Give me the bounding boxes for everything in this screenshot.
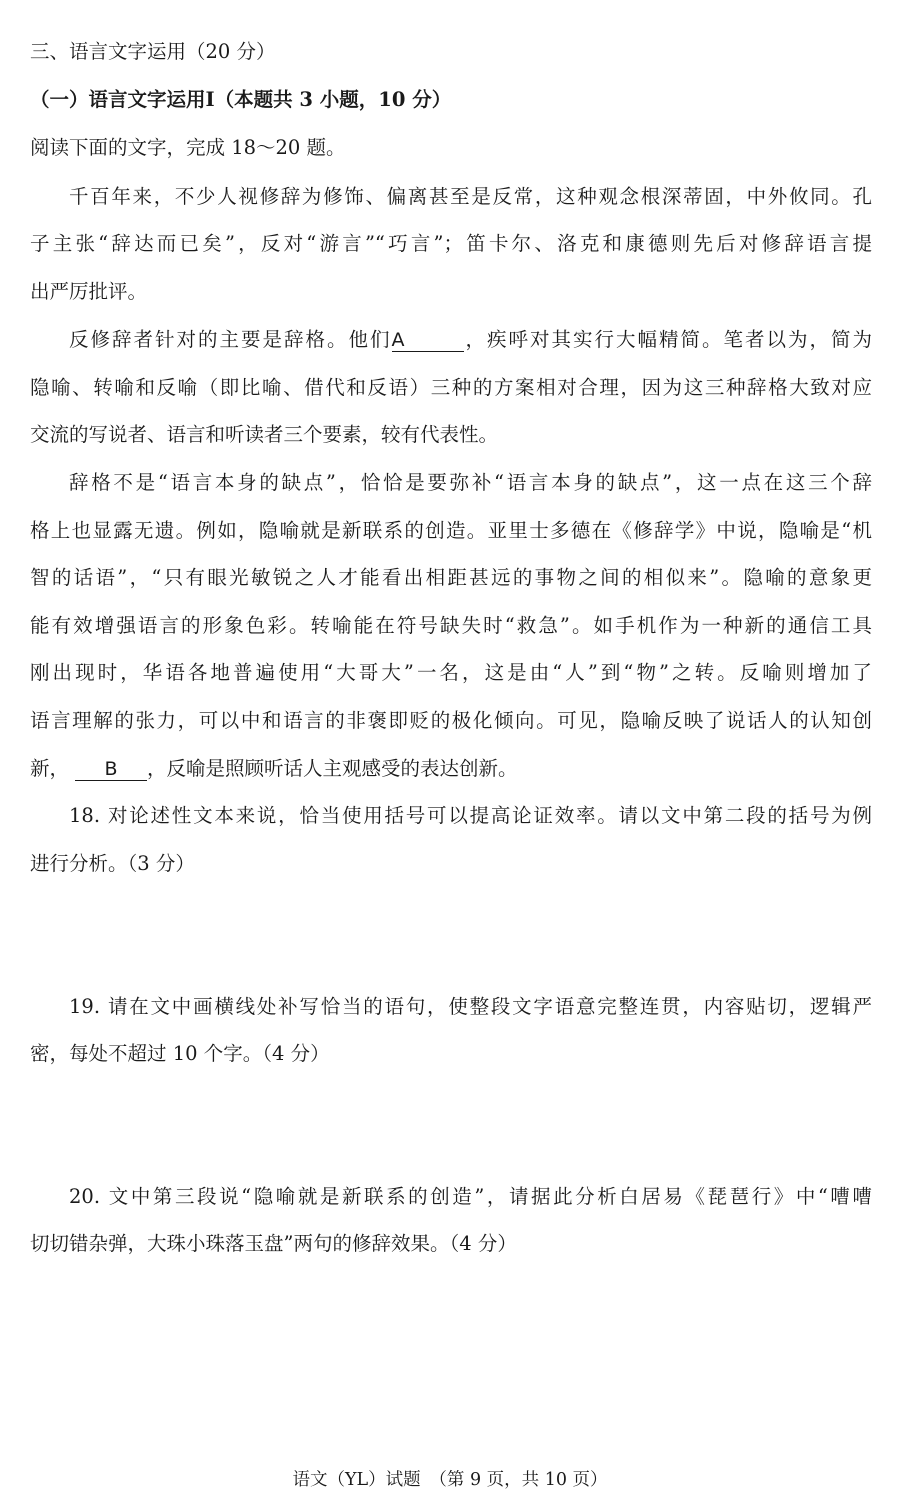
p1-line-3: 出严厉批评。	[30, 280, 148, 303]
instruction: 阅读下面的文字，完成 18～20 题。	[30, 136, 346, 159]
p3-line-5: 刚出现时，华语各地普遍使用“大哥大”一名，这是由“人”到“物”之转。反喻则增加了	[30, 661, 872, 684]
page-footer: 语文（YL）试题 （第 9 页，共 10 页）	[292, 1470, 608, 1490]
question-19-line-2: 密，每处不超过 10 个字。（4 分）	[30, 1042, 330, 1065]
p3-line-2: 格上也显露无遗。例如，隐喻就是新联系的创造。亚里士多德在《修辞学》中说，隐喻是“机	[30, 519, 872, 542]
p2-line-3: 交流的写说者、语言和听读者三个要素，较有代表性。	[30, 423, 499, 446]
question-20-line-1: 20. 文中第三段说“隐喻就是新联系的创造”，请据此分析白居易《琵琶行》中“嘈嘈	[69, 1185, 872, 1208]
blank-b[interactable]: B	[75, 759, 147, 781]
p3-line-6: 语言理解的张力，可以中和语言的非褒即贬的极化倾向。可见，隐喻反映了说话人的认知创	[30, 709, 872, 732]
blank-a[interactable]: A	[392, 330, 464, 352]
p3-line-4: 能有效增强语言的形象色彩。转喻能在符号缺失时“救急”。如手机作为一种新的通信工具	[30, 614, 872, 637]
question-18-line-1: 18. 对论述性文本来说，恰当使用括号可以提高论证效率。请以文中第二段的括号为例	[69, 804, 872, 827]
question-20-line-2: 切切错杂弹，大珠小珠落玉盘”两句的修辞效果。（4 分）	[30, 1232, 517, 1255]
p3-line-1: 辞格不是“语言本身的缺点”，恰恰是要弥补“语言本身的缺点”，这一点在这三个辞	[69, 471, 872, 494]
section-title: 三、语言文字运用（20 分）	[30, 40, 276, 63]
p2-line-1: 反修辞者针对的主要是辞格。他们A ，疾呼对其实行大幅精简。笔者以为，简为	[69, 328, 872, 351]
p2-line-2: 隐喻、转喻和反喻（即比喻、借代和反语）三种的方案相对合理，因为这三种辞格大致对应	[30, 376, 872, 399]
subsection-title: （一）语言文字运用Ⅰ（本题共 3 小题，10 分）	[30, 88, 452, 111]
question-19-line-1: 19. 请在文中画横线处补写恰当的语句，使整段文字语意完整连贯，内容贴切，逻辑严	[69, 995, 872, 1018]
p1-line-1: 千百年来，不少人视修辞为修饰、偏离甚至是反常，这种观念根深蒂固，中外攸同。孔	[69, 185, 872, 208]
p3-line-3: 智的话语”，“只有眼光敏锐之人才能看出相距甚远的事物之间的相似来”。隐喻的意象更	[30, 566, 872, 589]
p3-line-7: 新， B ，反喻是照顾听话人主观感受的表达创新。	[30, 757, 518, 780]
question-18-line-2: 进行分析。（3 分）	[30, 852, 195, 875]
p1-line-2: 子主张“辞达而已矣”，反对“游言”“巧言”；笛卡尔、洛克和康德则先后对修辞语言提	[30, 232, 872, 255]
